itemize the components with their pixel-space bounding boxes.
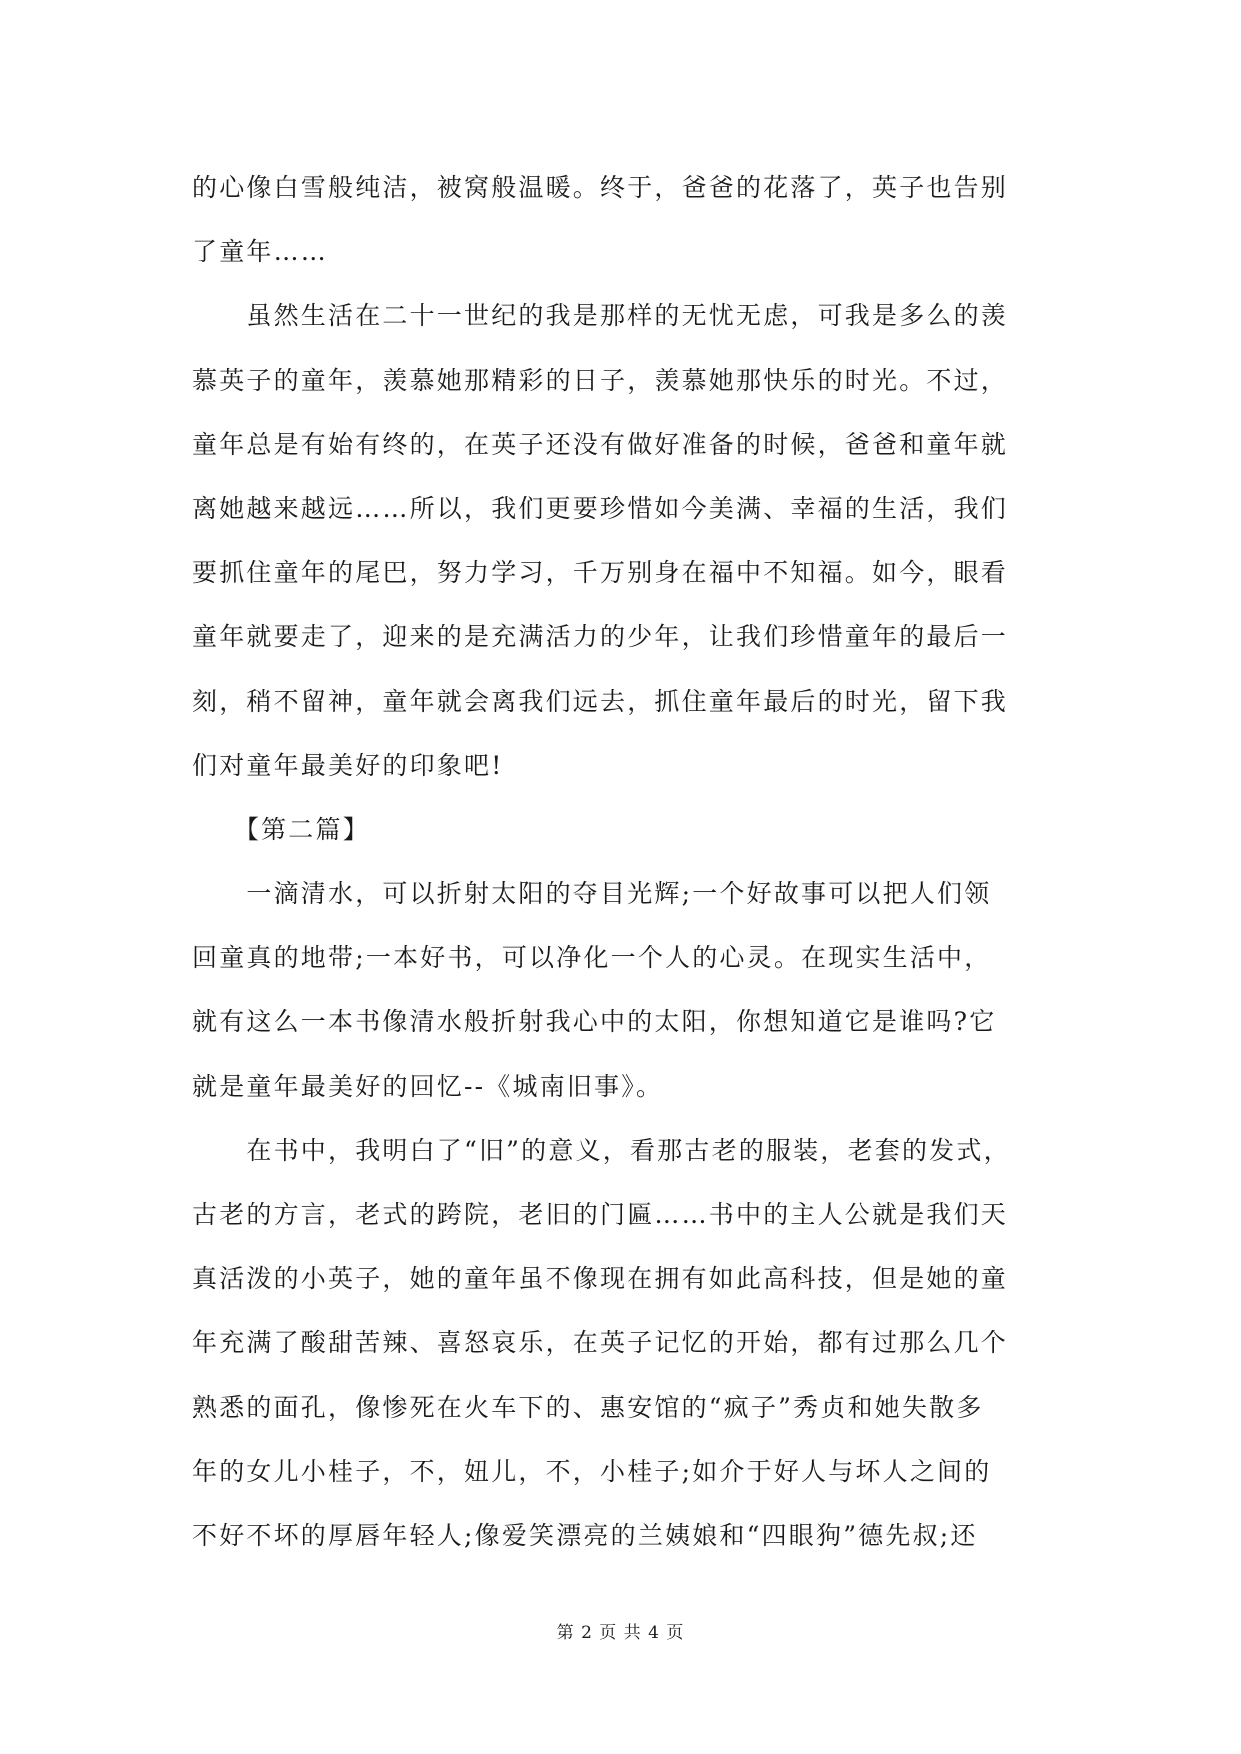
- text-line: 的心像白雪般纯洁，被窝般温暖。终于，爸爸的花落了，英子也告别: [192, 173, 1009, 202]
- text-line: 童年总是有始有终的，在英子还没有做好准备的时候，爸爸和童年就: [192, 429, 1009, 459]
- text-line: 了童年……: [192, 237, 329, 267]
- text-line: 们对童年最美好的印象吧!: [192, 750, 504, 780]
- text-line: 刻，稍不留神，童年就会离我们远去，抓住童年最后的时光，留下我: [192, 686, 1009, 716]
- text-line: 要抓住童年的尾巴，努力学习，千万别身在福中不知福。如今，眼看: [192, 558, 1009, 588]
- body-text: [192, 156, 1052, 1568]
- text-line: 年充满了酸甜苦辣、喜怒哀乐，在英子记忆的开始，都有过那么几个: [192, 1328, 1009, 1358]
- text-line: 一滴清水，可以折射太阳的夺目光辉;一个好故事可以把人们领: [192, 879, 992, 909]
- text-line: 不好不坏的厚唇年轻人;像爱笑漂亮的兰姨娘和“四眼狗”德先叔;还: [192, 1520, 978, 1550]
- text-line: 熟悉的面孔，像惨死在火车下的、惠安馆的“疯子”秀贞和她失散多: [192, 1392, 984, 1422]
- text-line: 回童真的地带;一本好书，可以净化一个人的心灵。在现实生活中，: [192, 943, 992, 973]
- text-line: 年的女儿小桂子，不，妞儿，不，小桂子;如介于好人与坏人之间的: [192, 1456, 992, 1486]
- text-line: 真活泼的小英子，她的童年虽不像现在拥有如此高科技，但是她的童: [192, 1264, 1009, 1294]
- text-line: 童年就要走了，迎来的是充满活力的少年，让我们珍惜童年的最后一: [192, 622, 1009, 652]
- text-line: 慕英子的童年，羡慕她那精彩的日子，羡慕她那快乐的时光。不过，: [192, 365, 1009, 395]
- text-line: 就有这么一本书像清水般折射我心中的太阳，你想知道它是谁吗?它: [192, 1007, 997, 1037]
- text-line: 古老的方言，老式的跨院，老旧的门匾……书中的主人公就是我们天: [192, 1200, 1009, 1229]
- section-heading: 【第二篇】: [192, 814, 370, 844]
- text-line: 虽然生活在二十一世纪的我是那样的无忧无虑，可我是多么的羡: [192, 301, 1009, 331]
- text-line: 在书中，我明白了“旧”的意义，看那古老的服装，老套的发式，: [192, 1135, 1011, 1165]
- page-number-footer: 第 2 页 共 4 页: [556, 1623, 685, 1643]
- text-line: 离她越来越远……所以，我们更要珍惜如今美满、幸福的生活，我们: [192, 493, 1009, 523]
- text-line: 就是童年最美好的回忆--《城南旧事》。: [192, 1071, 664, 1101]
